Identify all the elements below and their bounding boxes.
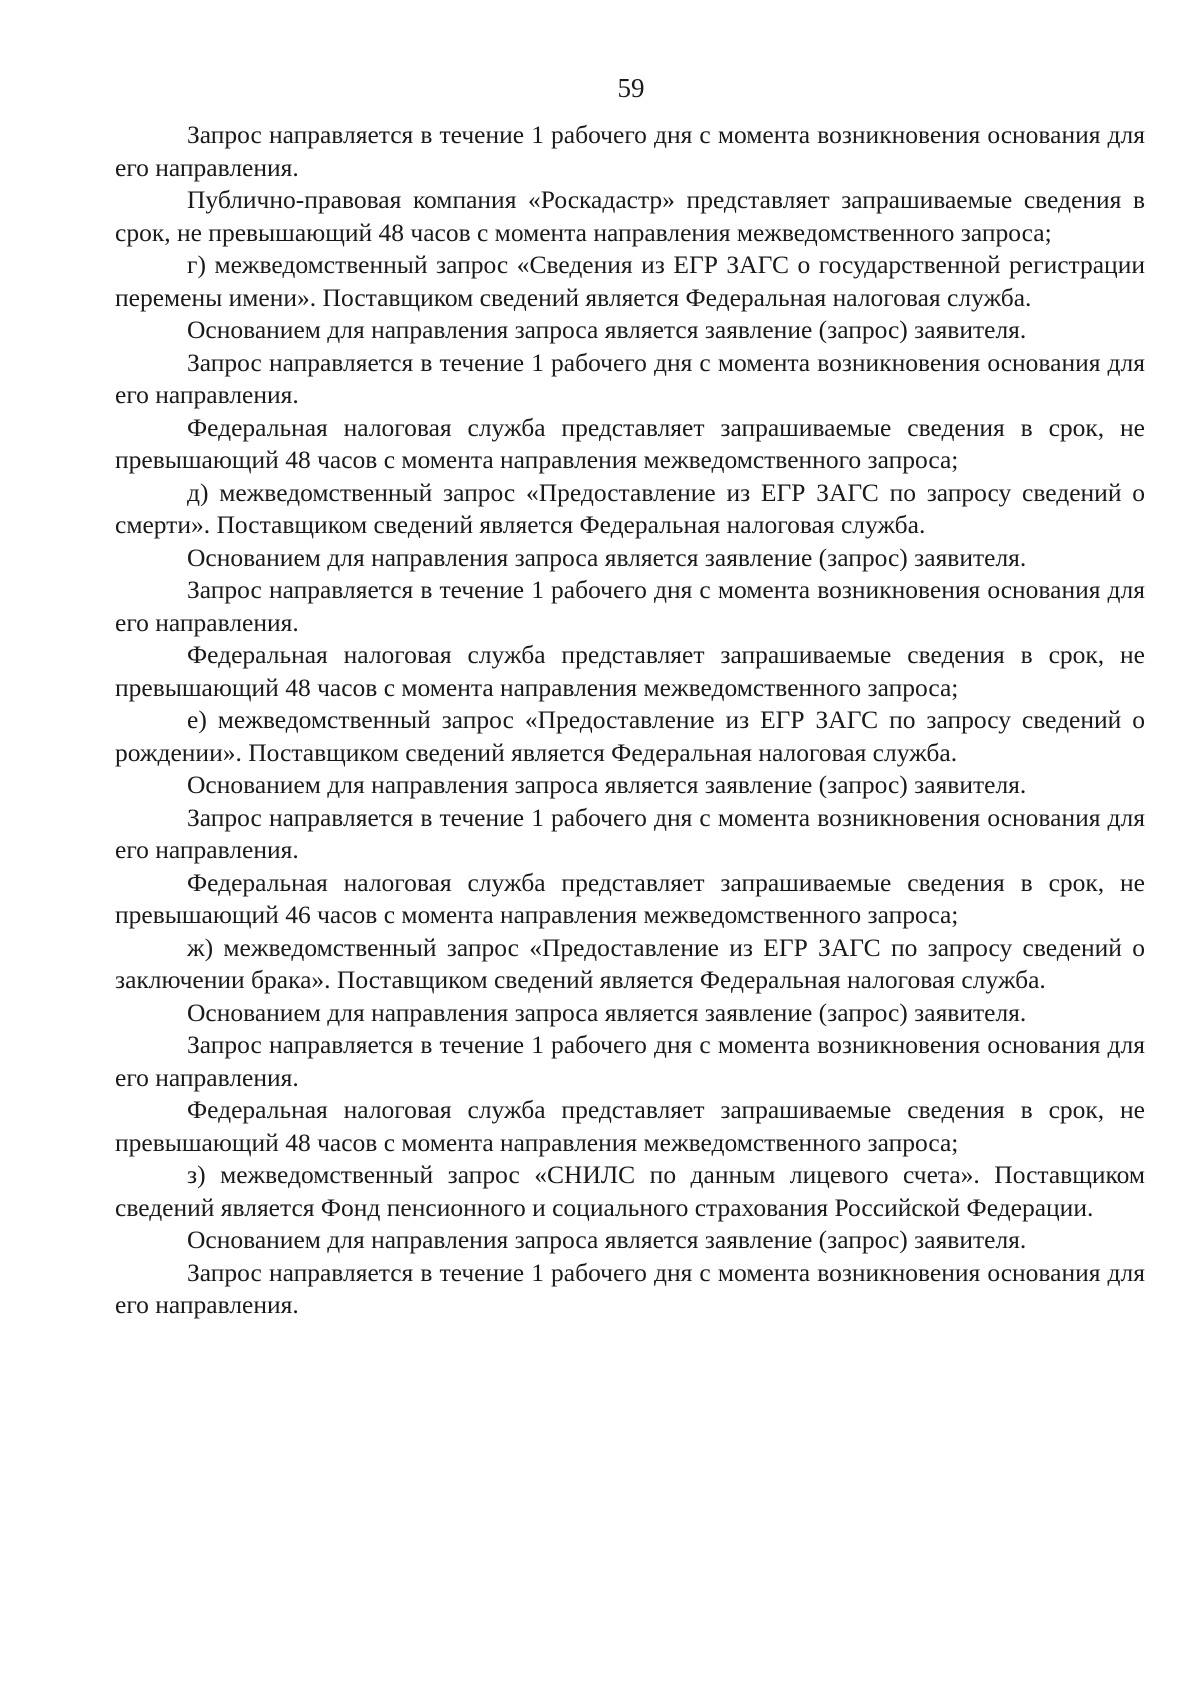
document-body (115, 119, 1145, 1322)
paragraph: Публично-правовая компания «Роскадастр» представляет запрашиваемые сведения в срок, не превышающий 48 часов с момента направления межведомственного запроса; (115, 185, 1145, 247)
page-number: 59 (617, 73, 645, 103)
paragraph: Основанием для направления запроса является заявление (запрос) заявителя. (187, 997, 1027, 1027)
paragraph: Запрос направляется в течение 1 рабочего дня с момента возникновения основания для его направления. (115, 120, 1145, 182)
paragraph: е) межведомственный запрос «Предоставление из ЕГР ЗАГС по запросу сведений о рождении». Поставщиком сведений является Федеральная налоговая служба. (115, 705, 1145, 767)
paragraph: ж) межведомственный запрос «Предоставление из ЕГР ЗАГС по запросу сведений о заключении брака». Поставщиком сведений является Федеральная налоговая служба. (115, 932, 1145, 994)
paragraph: г) межведомственный запрос «Сведения из ЕГР ЗАГС о государственной регистрации перемены имени». Поставщиком сведений является Федеральная налоговая служба. (115, 250, 1145, 312)
paragraph: д) межведомственный запрос «Предоставление из ЕГР ЗАГС по запросу сведений о смерти». Поставщиком сведений является Федеральная налоговая служба. (115, 477, 1145, 539)
paragraph: Основанием для направления запроса является заявление (запрос) заявителя. (187, 770, 1027, 799)
paragraph: з) межведомственный запрос «СНИЛС по данным лицевого счета». Поставщиком сведений является Фонд пенсионного и социального страхования Российской Федерации. (115, 1160, 1145, 1222)
paragraph: Основанием для направления запроса является заявление (запрос) заявителя. (187, 542, 1027, 572)
paragraph: Запрос направляется в течение 1 рабочего дня с момента возникновения основания для его направления. (115, 802, 1145, 864)
paragraph: Запрос направляется в течение 1 рабочего дня с момента возникновения основания для его направления. (115, 1030, 1145, 1092)
paragraph: Основанием для направления запроса является заявление (запрос) заявителя. (187, 315, 1027, 344)
paragraph: Федеральная налоговая служба представляет запрашиваемые сведения в срок, не превышающий 48 часов с момента направления межведомственного запроса; (115, 1095, 1145, 1157)
paragraph: Запрос направляется в течение 1 рабочего дня с момента возникновения основания для его направления. (115, 1257, 1145, 1319)
paragraph: Запрос направляется в течение 1 рабочего дня с момента возникновения основания для его направления. (115, 347, 1145, 409)
paragraph: Федеральная налоговая служба представляет запрашиваемые сведения в срок, не превышающий 46 часов с момента направления межведомственного запроса; (115, 867, 1145, 929)
paragraph: Федеральная налоговая служба представляет запрашиваемые сведения в срок, не превышающий 48 часов с момента направления межведомственного запроса; (115, 640, 1145, 702)
paragraph: Основанием для направления запроса является заявление (запрос) заявителя. (187, 1225, 1027, 1254)
paragraph: Федеральная налоговая служба представляет запрашиваемые сведения в срок, не превышающий 48 часов с момента направления межведомственного запроса; (115, 412, 1145, 474)
paragraph: Запрос направляется в течение 1 рабочего дня с момента возникновения основания для его направления. (115, 575, 1145, 637)
